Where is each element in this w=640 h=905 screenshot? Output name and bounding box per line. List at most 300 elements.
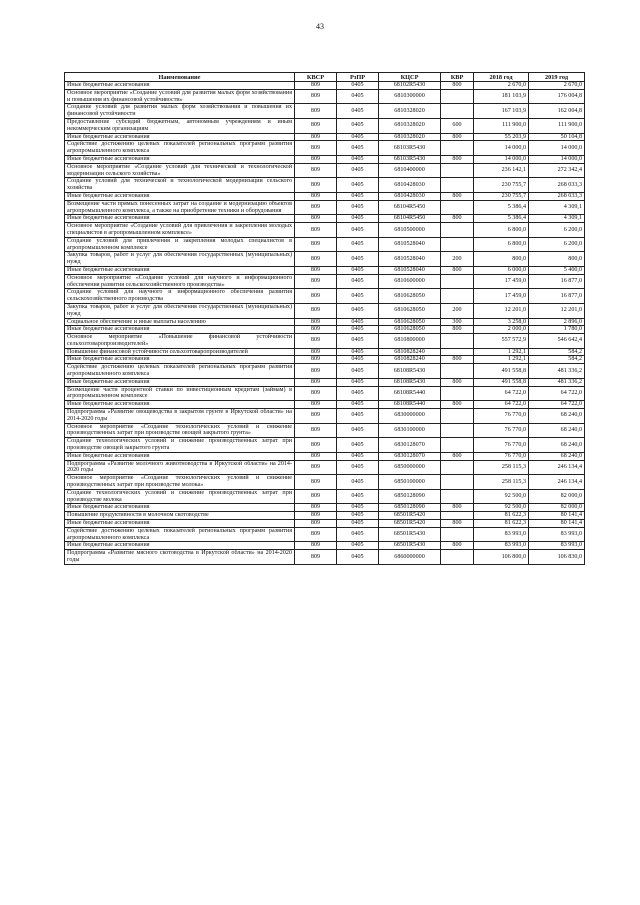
row-2018-cell: 800,0 — [474, 252, 529, 267]
row-name-cell: Возмещение части процентной ставки по инвестиционным кредитам (займам) в агропромышленном комплексе — [65, 386, 295, 401]
row-2018-cell: 14 000,0 — [474, 141, 529, 156]
table-row — [65, 237, 585, 252]
row-2018-cell: 491 558,8 — [474, 378, 529, 386]
row-2018-cell: 491 558,8 — [474, 364, 529, 379]
row-kcsr-cell: 6810428030 — [379, 192, 441, 200]
column-header-kvsr: КВСР — [295, 73, 337, 82]
row-kvr-cell: 800 — [441, 520, 474, 528]
row-name-cell: Подпрограмма «Развитие мясного скотоводства в Иркутской области» на 2014-2020 годы — [65, 550, 295, 565]
row-rzpr-cell: 0405 — [337, 82, 379, 90]
row-2018-cell: 92 500,0 — [474, 504, 529, 512]
table-row — [65, 215, 585, 223]
row-2018-cell: 258 115,3 — [474, 475, 529, 490]
row-kcsr-cell: 6810628050 — [379, 303, 441, 318]
row-kvsr-cell: 809 — [295, 223, 337, 238]
row-kvr-cell — [441, 409, 474, 424]
row-name-cell: Иные бюджетные ассигнования — [65, 542, 295, 550]
row-2018-cell: 17 459,0 — [474, 274, 529, 289]
row-kvsr-cell: 809 — [295, 118, 337, 133]
table-row — [65, 252, 585, 267]
row-name-cell: Основное мероприятие «Создание условий для научного и информационного обеспечения развития сельскохозяйственного производства» — [65, 274, 295, 289]
row-rzpr-cell: 0405 — [337, 527, 379, 542]
row-kvsr-cell: 809 — [295, 460, 337, 475]
row-name-cell: Содействие достижению целевых показателей региональных программ развития агропромышленного комплекса — [65, 527, 295, 542]
row-kcsr-cell: 68108R5440 — [379, 401, 441, 409]
row-kvsr-cell: 809 — [295, 438, 337, 453]
row-2018-cell: 106 800,0 — [474, 550, 529, 565]
table-row — [65, 512, 585, 520]
row-kvsr-cell: 809 — [295, 334, 337, 349]
row-rzpr-cell: 0405 — [337, 200, 379, 215]
row-kvr-cell — [441, 364, 474, 379]
row-2018-cell: 55 203,9 — [474, 133, 529, 141]
table-row — [65, 452, 585, 460]
row-kvr-cell — [441, 104, 474, 119]
row-kvr-cell — [441, 475, 474, 490]
row-2019-cell: 246 134,4 — [529, 475, 585, 490]
row-kcsr-cell: 6830128070 — [379, 438, 441, 453]
row-kvr-cell: 800 — [441, 215, 474, 223]
row-2019-cell: 546 642,4 — [529, 334, 585, 349]
row-2019-cell: 272 342,4 — [529, 163, 585, 178]
row-kvr-cell — [441, 289, 474, 304]
row-kvr-cell — [441, 527, 474, 542]
row-kvr-cell — [441, 512, 474, 520]
row-kvsr-cell: 809 — [295, 520, 337, 528]
row-rzpr-cell: 0405 — [337, 192, 379, 200]
table-row — [65, 326, 585, 334]
row-kcsr-cell: 6810328020 — [379, 118, 441, 133]
row-2019-cell: 106 830,0 — [529, 550, 585, 565]
row-2019-cell: 2 670,0 — [529, 82, 585, 90]
row-kvsr-cell: 809 — [295, 274, 337, 289]
row-rzpr-cell: 0405 — [337, 266, 379, 274]
table-row — [65, 409, 585, 424]
row-kvr-cell — [441, 163, 474, 178]
row-rzpr-cell: 0405 — [337, 163, 379, 178]
row-2018-cell: 76 770,0 — [474, 438, 529, 453]
column-header-rzpr: РзПР — [337, 73, 379, 82]
row-2018-cell: 111 900,0 — [474, 118, 529, 133]
row-kvsr-cell: 809 — [295, 489, 337, 504]
row-name-cell: Основное мероприятие «Создание технологических условий и снижение производственных затрат при производстве овощей закрытого грунта» — [65, 423, 295, 438]
row-rzpr-cell: 0405 — [337, 460, 379, 475]
row-kvsr-cell: 809 — [295, 104, 337, 119]
row-rzpr-cell: 0405 — [337, 378, 379, 386]
column-header-kvr: КВР — [441, 73, 474, 82]
row-kcsr-cell: 6850128090 — [379, 489, 441, 504]
row-2019-cell: 268 033,3 — [529, 178, 585, 193]
row-kcsr-cell: 6830128070 — [379, 452, 441, 460]
row-2018-cell: 3 258,0 — [474, 318, 529, 326]
row-2018-cell: 5 386,4 — [474, 215, 529, 223]
row-kvsr-cell: 809 — [295, 237, 337, 252]
table-row — [65, 527, 585, 542]
row-name-cell: Иные бюджетные ассигнования — [65, 215, 295, 223]
row-name-cell: Подпрограмма «Развитие молочного животноводства в Иркутской области» на 2014-2020 годы — [65, 460, 295, 475]
row-kcsr-cell: 68104R5450 — [379, 215, 441, 223]
row-kvr-cell: 800 — [441, 401, 474, 409]
row-kcsr-cell: 6810528040 — [379, 237, 441, 252]
row-kvsr-cell: 809 — [295, 401, 337, 409]
row-2019-cell: 481 336,2 — [529, 364, 585, 379]
row-kcsr-cell: 68103R5430 — [379, 141, 441, 156]
row-kcsr-cell: 6810528040 — [379, 252, 441, 267]
row-kcsr-cell: 6830100000 — [379, 423, 441, 438]
row-rzpr-cell: 0405 — [337, 364, 379, 379]
row-kcsr-cell: 68501R5420 — [379, 512, 441, 520]
row-name-cell: Основное мероприятие «Создание технологических условий и снижение производственных затрат при производстве молока» — [65, 475, 295, 490]
row-name-cell: Иные бюджетные ассигнования — [65, 520, 295, 528]
row-kcsr-cell: 6810300000 — [379, 89, 441, 104]
table-body — [65, 82, 585, 565]
row-2018-cell: 64 722,0 — [474, 401, 529, 409]
row-kvsr-cell: 809 — [295, 155, 337, 163]
row-2019-cell: 82 000,0 — [529, 489, 585, 504]
row-name-cell: Создание условий для привлечения и закрепления молодых специалистов в агропромышленном комплексе — [65, 237, 295, 252]
row-rzpr-cell: 0405 — [337, 356, 379, 364]
row-name-cell: Иные бюджетные ассигнования — [65, 326, 295, 334]
row-name-cell: Основное мероприятие «Создание условий для технической и технологической модернизации сельского хозяйства» — [65, 163, 295, 178]
row-name-cell: Иные бюджетные ассигнования — [65, 82, 295, 90]
row-kvr-cell — [441, 141, 474, 156]
table-row — [65, 401, 585, 409]
row-kcsr-cell: 6810528040 — [379, 266, 441, 274]
row-kvr-cell — [441, 550, 474, 565]
row-kvsr-cell: 809 — [295, 289, 337, 304]
row-2019-cell: 246 134,4 — [529, 460, 585, 475]
row-kvr-cell: 800 — [441, 356, 474, 364]
budget-table — [64, 72, 585, 565]
table-row — [65, 334, 585, 349]
table-row — [65, 155, 585, 163]
row-kvsr-cell: 809 — [295, 364, 337, 379]
row-2019-cell: 68 240,0 — [529, 452, 585, 460]
row-kvsr-cell: 809 — [295, 215, 337, 223]
row-kvsr-cell: 809 — [295, 386, 337, 401]
table-row — [65, 163, 585, 178]
row-kvr-cell: 800 — [441, 192, 474, 200]
row-kvsr-cell: 809 — [295, 178, 337, 193]
table-row — [65, 200, 585, 215]
row-rzpr-cell: 0405 — [337, 223, 379, 238]
row-kcsr-cell: 6810828240 — [379, 356, 441, 364]
row-rzpr-cell: 0405 — [337, 409, 379, 424]
table-row — [65, 550, 585, 565]
row-kvr-cell: 600 — [441, 118, 474, 133]
row-2019-cell: 16 877,0 — [529, 289, 585, 304]
table-row — [65, 356, 585, 364]
row-kvr-cell — [441, 334, 474, 349]
row-kvsr-cell: 809 — [295, 141, 337, 156]
row-rzpr-cell: 0405 — [337, 489, 379, 504]
row-2019-cell: 82 000,0 — [529, 504, 585, 512]
row-kvr-cell — [441, 223, 474, 238]
row-2018-cell: 6 800,0 — [474, 237, 529, 252]
row-2019-cell: 4 309,1 — [529, 215, 585, 223]
row-kvsr-cell: 809 — [295, 89, 337, 104]
row-name-cell: Повышение финансовой устойчивости сельхозтоваропроизводителей — [65, 348, 295, 356]
row-kvsr-cell: 809 — [295, 504, 337, 512]
row-name-cell: Иные бюджетные ассигнования — [65, 504, 295, 512]
row-name-cell: Создание технологических условий и снижение производственных затрат при производстве молока — [65, 489, 295, 504]
row-name-cell: Иные бюджетные ассигнования — [65, 401, 295, 409]
row-kcsr-cell: 6850100000 — [379, 475, 441, 490]
row-2018-cell: 236 142,1 — [474, 163, 529, 178]
column-header-name: Наименование — [65, 73, 295, 82]
row-2019-cell: 4 309,1 — [529, 200, 585, 215]
row-2018-cell: 557 572,9 — [474, 334, 529, 349]
column-header-2018: 2018 год — [474, 73, 529, 82]
row-kcsr-cell: 68501R5430 — [379, 527, 441, 542]
row-2018-cell: 258 115,3 — [474, 460, 529, 475]
row-kcsr-cell: 6830000000 — [379, 409, 441, 424]
row-2018-cell: 6 800,0 — [474, 223, 529, 238]
row-2019-cell: 50 104,8 — [529, 133, 585, 141]
row-kvr-cell — [441, 460, 474, 475]
row-kvr-cell — [441, 438, 474, 453]
row-name-cell: Иные бюджетные ассигнования — [65, 378, 295, 386]
row-rzpr-cell: 0405 — [337, 438, 379, 453]
row-2019-cell: 481 336,2 — [529, 378, 585, 386]
row-kvsr-cell: 809 — [295, 452, 337, 460]
row-name-cell: Иные бюджетные ассигнования — [65, 155, 295, 163]
row-kcsr-cell: 6810628050 — [379, 318, 441, 326]
row-kcsr-cell: 6810828240 — [379, 348, 441, 356]
row-rzpr-cell: 0405 — [337, 237, 379, 252]
row-2018-cell: 6 000,0 — [474, 266, 529, 274]
row-kvsr-cell: 809 — [295, 378, 337, 386]
table-row — [65, 542, 585, 550]
row-kvsr-cell: 809 — [295, 82, 337, 90]
row-name-cell: Повышение продуктивности в молочном скотоводстве — [65, 512, 295, 520]
row-kcsr-cell: 6810400000 — [379, 163, 441, 178]
row-kvsr-cell: 809 — [295, 475, 337, 490]
row-rzpr-cell: 0405 — [337, 155, 379, 163]
row-name-cell: Содействие достижению целевых показателей региональных программ развития агропромышленного комплекса — [65, 364, 295, 379]
table-header-row — [65, 73, 585, 82]
row-2019-cell: 80 141,4 — [529, 520, 585, 528]
row-kvr-cell — [441, 489, 474, 504]
row-rzpr-cell: 0405 — [337, 326, 379, 334]
row-kvr-cell: 800 — [441, 155, 474, 163]
row-kvsr-cell: 809 — [295, 348, 337, 356]
row-2018-cell: 167 103,9 — [474, 104, 529, 119]
row-rzpr-cell: 0405 — [337, 215, 379, 223]
column-header-kcsr: КЦСР — [379, 73, 441, 82]
row-kvr-cell: 800 — [441, 326, 474, 334]
row-2019-cell: 584,2 — [529, 348, 585, 356]
row-2018-cell: 2 670,0 — [474, 82, 529, 90]
row-kcsr-cell: 68501R5430 — [379, 542, 441, 550]
row-kcsr-cell: 68102R5430 — [379, 82, 441, 90]
row-kvr-cell — [441, 423, 474, 438]
row-kvsr-cell: 809 — [295, 133, 337, 141]
row-kcsr-cell: 68108R5440 — [379, 386, 441, 401]
row-2019-cell: 176 004,8 — [529, 89, 585, 104]
row-2018-cell: 2 000,0 — [474, 326, 529, 334]
row-name-cell: Иные бюджетные ассигнования — [65, 133, 295, 141]
table-row — [65, 504, 585, 512]
row-rzpr-cell: 0405 — [337, 334, 379, 349]
row-2019-cell: 68 240,0 — [529, 438, 585, 453]
row-name-cell: Иные бюджетные ассигнования — [65, 356, 295, 364]
row-kvsr-cell: 809 — [295, 409, 337, 424]
row-2018-cell: 81 622,3 — [474, 512, 529, 520]
row-kvr-cell: 800 — [441, 504, 474, 512]
row-rzpr-cell: 0405 — [337, 274, 379, 289]
row-rzpr-cell: 0405 — [337, 178, 379, 193]
row-2019-cell: 80 141,4 — [529, 512, 585, 520]
row-2019-cell: 111 900,0 — [529, 118, 585, 133]
row-2019-cell: 5 400,0 — [529, 266, 585, 274]
column-header-2019: 2019 год — [529, 73, 585, 82]
row-rzpr-cell: 0405 — [337, 89, 379, 104]
row-kvr-cell: 800 — [441, 82, 474, 90]
row-rzpr-cell: 0405 — [337, 475, 379, 490]
table-row — [65, 386, 585, 401]
row-kcsr-cell: 6810328020 — [379, 133, 441, 141]
row-rzpr-cell: 0405 — [337, 118, 379, 133]
row-rzpr-cell: 0405 — [337, 133, 379, 141]
row-2018-cell: 230 755,7 — [474, 178, 529, 193]
row-rzpr-cell: 0405 — [337, 252, 379, 267]
row-2018-cell: 5 386,4 — [474, 200, 529, 215]
table-row — [65, 348, 585, 356]
row-kvr-cell — [441, 89, 474, 104]
row-rzpr-cell: 0405 — [337, 104, 379, 119]
row-kvsr-cell: 809 — [295, 266, 337, 274]
row-name-cell: Основное мероприятие «Повышение финансовой устойчивости сельхозтоваропроизводителей» — [65, 334, 295, 349]
row-kvr-cell — [441, 237, 474, 252]
row-kcsr-cell: 6810628050 — [379, 289, 441, 304]
row-kcsr-cell: 6810800000 — [379, 334, 441, 349]
row-2018-cell: 17 459,0 — [474, 289, 529, 304]
row-2018-cell: 81 622,3 — [474, 520, 529, 528]
row-kcsr-cell: 68103R5430 — [379, 155, 441, 163]
row-kvr-cell: 200 — [441, 303, 474, 318]
row-2019-cell: 800,0 — [529, 252, 585, 267]
row-rzpr-cell: 0405 — [337, 386, 379, 401]
row-kvsr-cell: 809 — [295, 542, 337, 550]
table-row — [65, 318, 585, 326]
row-2019-cell: 83 993,0 — [529, 527, 585, 542]
row-2019-cell: 584,2 — [529, 356, 585, 364]
row-name-cell: Иные бюджетные ассигнования — [65, 192, 295, 200]
row-name-cell: Содействие достижению целевых показателей региональных программ развития агропромышленного комплекса — [65, 141, 295, 156]
row-2018-cell: 230 755,7 — [474, 192, 529, 200]
row-2018-cell: 92 500,0 — [474, 489, 529, 504]
row-name-cell: Предоставление субсидий бюджетным, автономным учреждениям и иным некоммерческим организациям — [65, 118, 295, 133]
row-2019-cell: 2 896,0 — [529, 318, 585, 326]
row-kvr-cell: 800 — [441, 133, 474, 141]
table-row — [65, 178, 585, 193]
row-kcsr-cell: 6810328020 — [379, 104, 441, 119]
row-kcsr-cell: 6810600000 — [379, 274, 441, 289]
row-2019-cell: 6 200,0 — [529, 237, 585, 252]
row-kvsr-cell: 809 — [295, 252, 337, 267]
table-row — [65, 489, 585, 504]
row-kvsr-cell: 809 — [295, 356, 337, 364]
row-rzpr-cell: 0405 — [337, 542, 379, 550]
row-kvr-cell: 800 — [441, 378, 474, 386]
row-2018-cell: 14 000,0 — [474, 155, 529, 163]
row-2018-cell: 76 770,0 — [474, 452, 529, 460]
row-rzpr-cell: 0405 — [337, 303, 379, 318]
row-kcsr-cell: 68104R5450 — [379, 200, 441, 215]
row-kcsr-cell: 68501R5420 — [379, 520, 441, 528]
row-2018-cell: 181 103,9 — [474, 89, 529, 104]
row-name-cell: Создание условий для развития малых форм хозяйствования и повышения их финансовой устойчивости — [65, 104, 295, 119]
row-kvr-cell — [441, 274, 474, 289]
table-row — [65, 475, 585, 490]
table-row — [65, 104, 585, 119]
table-row — [65, 274, 585, 289]
row-name-cell: Создание технологических условий и снижение производственных затрат при производстве овощей закрытого грунта — [65, 438, 295, 453]
row-2019-cell: 14 000,0 — [529, 141, 585, 156]
table-row — [65, 141, 585, 156]
row-2018-cell: 1 292,1 — [474, 356, 529, 364]
row-kcsr-cell: 6860000000 — [379, 550, 441, 565]
row-2019-cell: 64 722,0 — [529, 401, 585, 409]
row-name-cell: Основное мероприятие «Создание условий для развития малых форм хозяйствования и повышения их финансовой устойчивости» — [65, 89, 295, 104]
row-name-cell: Основное мероприятие «Создание условий для привлечения и закрепления молодых специалистов в агропромышленном комплексе» — [65, 223, 295, 238]
row-2019-cell: 268 033,3 — [529, 192, 585, 200]
row-kvsr-cell: 809 — [295, 512, 337, 520]
row-kvsr-cell: 809 — [295, 192, 337, 200]
row-kcsr-cell: 68108R5430 — [379, 378, 441, 386]
row-2018-cell: 83 993,0 — [474, 527, 529, 542]
row-2019-cell: 6 200,0 — [529, 223, 585, 238]
row-rzpr-cell: 0405 — [337, 348, 379, 356]
table-row — [65, 266, 585, 274]
row-rzpr-cell: 0405 — [337, 504, 379, 512]
row-name-cell: Социальное обеспечение и иные выплаты населению — [65, 318, 295, 326]
row-kvr-cell: 800 — [441, 452, 474, 460]
row-name-cell: Подпрограмма «Развитие овощеводства в закрытом грунте в Иркутской области» на 2014-2020 годы — [65, 409, 295, 424]
row-name-cell: Возмещение части прямых понесенных затрат на создание и модернизацию объектов агропромышленного комплекса, а также на приобретение техники и оборудования — [65, 200, 295, 215]
row-kvsr-cell: 809 — [295, 527, 337, 542]
row-name-cell: Иные бюджетные ассигнования — [65, 266, 295, 274]
row-kcsr-cell: 6810628050 — [379, 326, 441, 334]
row-rzpr-cell: 0405 — [337, 141, 379, 156]
row-2019-cell: 162 004,8 — [529, 104, 585, 119]
row-kvsr-cell: 809 — [295, 423, 337, 438]
table-row — [65, 133, 585, 141]
row-kvsr-cell: 809 — [295, 303, 337, 318]
row-rzpr-cell: 0405 — [337, 520, 379, 528]
table-row — [65, 192, 585, 200]
row-kvr-cell — [441, 386, 474, 401]
table-row — [65, 223, 585, 238]
row-name-cell: Создание условий для научного и информационного обеспечения развития сельскохозяйственного производства — [65, 289, 295, 304]
row-2019-cell: 68 240,0 — [529, 423, 585, 438]
row-2018-cell: 64 722,0 — [474, 386, 529, 401]
table-row — [65, 289, 585, 304]
row-rzpr-cell: 0405 — [337, 550, 379, 565]
row-2019-cell: 68 240,0 — [529, 409, 585, 424]
row-rzpr-cell: 0405 — [337, 401, 379, 409]
row-2019-cell: 83 993,0 — [529, 542, 585, 550]
row-2018-cell: 83 993,0 — [474, 542, 529, 550]
row-rzpr-cell: 0405 — [337, 289, 379, 304]
row-2019-cell: 12 201,0 — [529, 303, 585, 318]
row-kvr-cell — [441, 348, 474, 356]
row-kvsr-cell: 809 — [295, 163, 337, 178]
row-2018-cell: 1 292,1 — [474, 348, 529, 356]
row-2019-cell: 14 000,0 — [529, 155, 585, 163]
row-2018-cell: 12 201,0 — [474, 303, 529, 318]
